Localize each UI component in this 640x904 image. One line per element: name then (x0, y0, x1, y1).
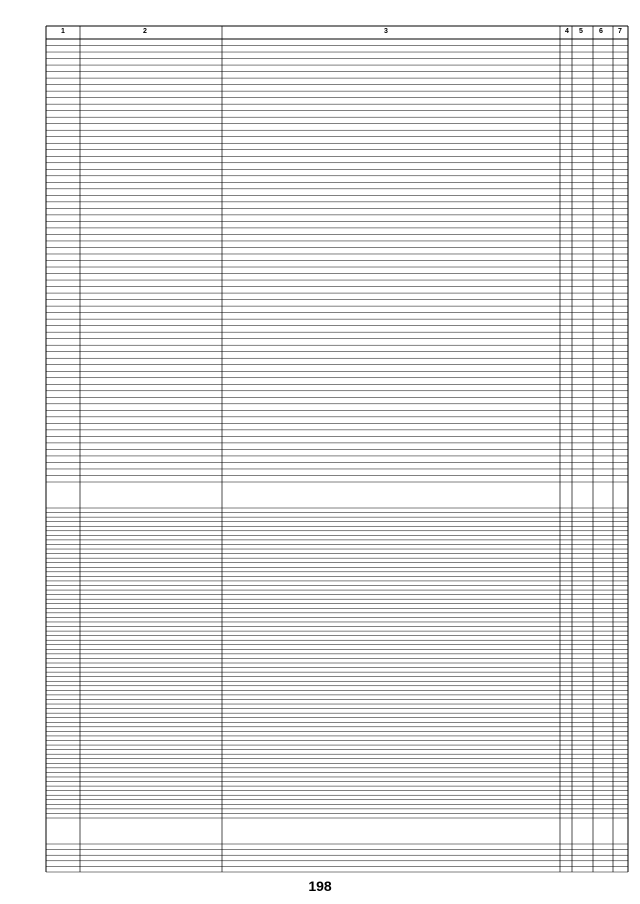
header-number-col6: 6 (599, 28, 603, 35)
table-grid (46, 26, 628, 872)
header-number-col7: 7 (618, 28, 622, 35)
table-header-row (61, 28, 622, 35)
header-number-col1: 1 (61, 28, 65, 35)
page-number: 198 (308, 878, 332, 894)
header-number-col3: 3 (384, 28, 388, 35)
header-number-col4: 4 (565, 28, 569, 35)
header-number-col2: 2 (143, 28, 147, 35)
header-number-col5: 5 (579, 28, 583, 35)
